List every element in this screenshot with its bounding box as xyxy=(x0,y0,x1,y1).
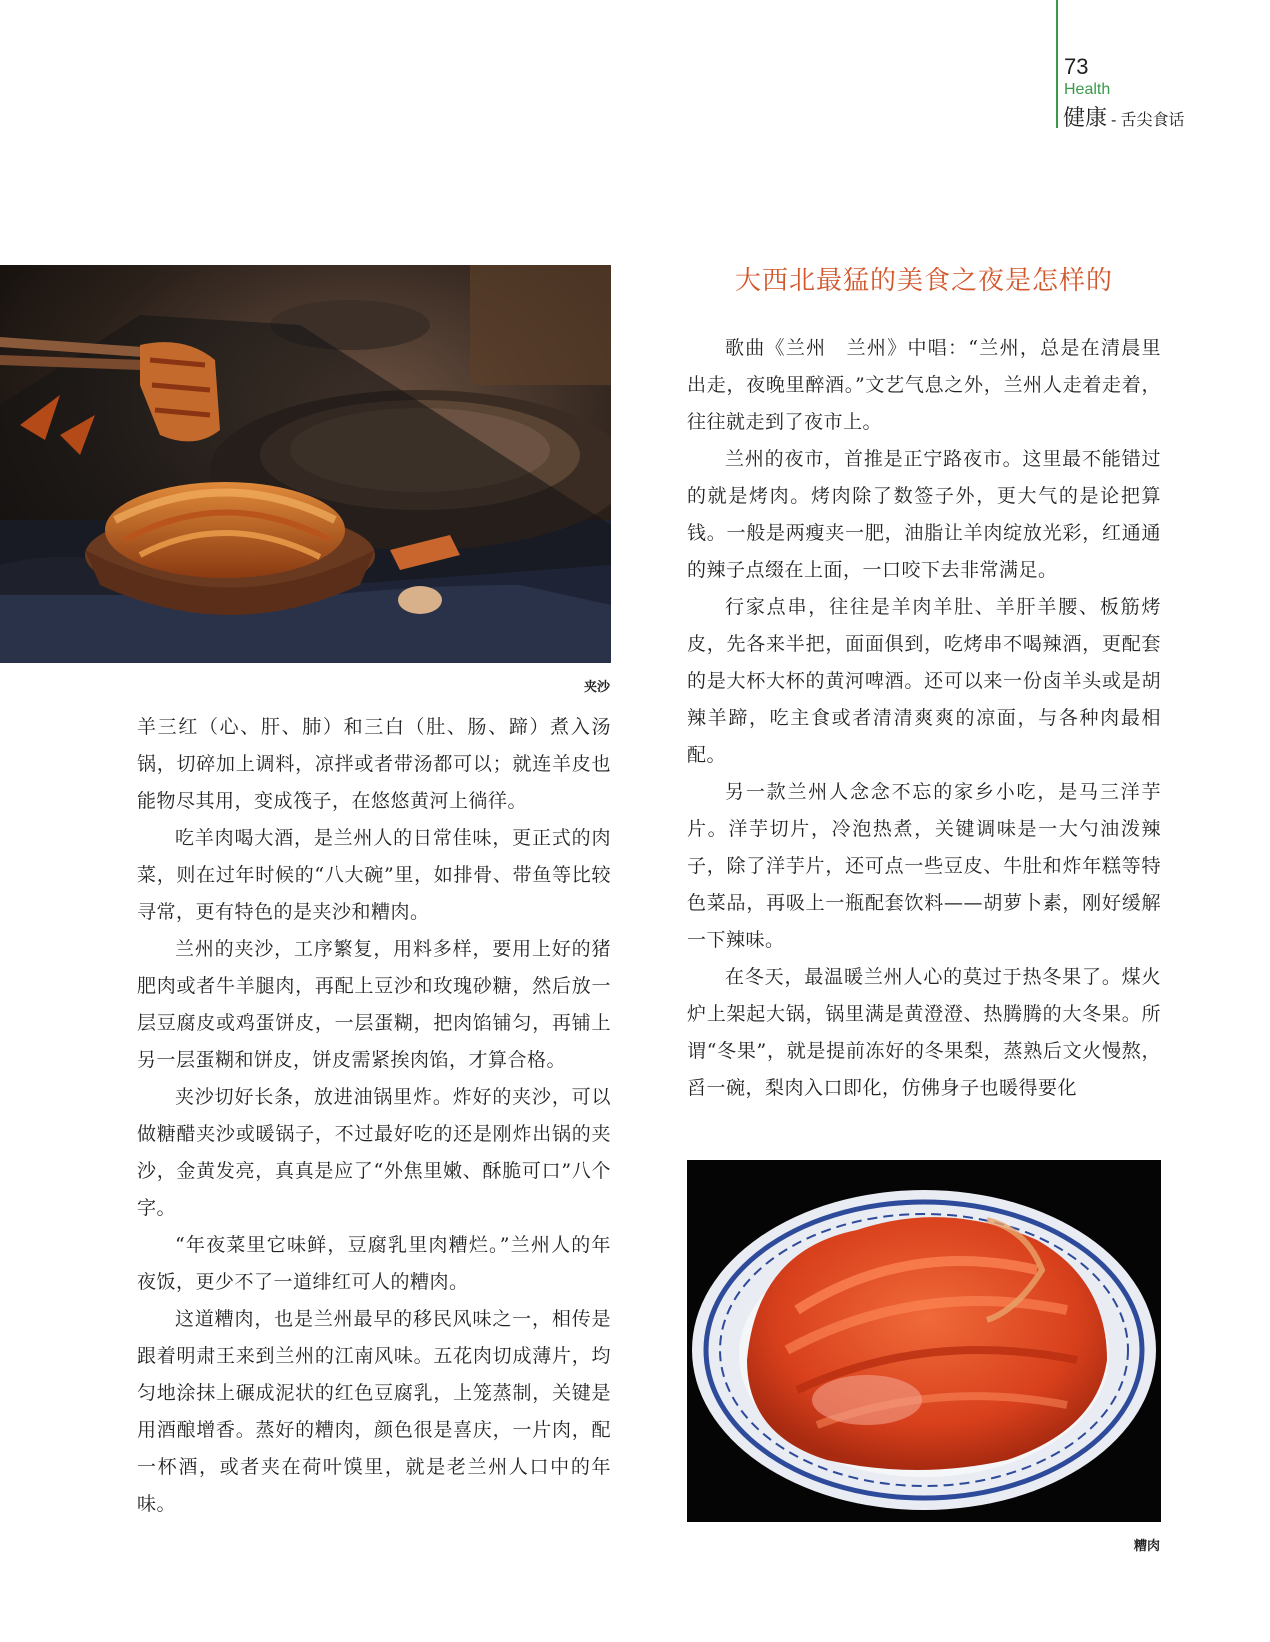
paragraph: 兰州的夜市，首推是正宁路夜市。这里最不能错过的就是烤肉。烤肉除了数签子外，更大气的是论把算钱。一般是两瘦夹一肥，油脂让羊肉绽放光彩，红通通的辣子点缀在上面，一口咬下去非常满足。 xyxy=(687,448,1161,581)
paragraph: 另一款兰州人念念不忘的家乡小吃，是马三洋芋片。洋芋切片，冷泡热煮，关键调味是一大勺油泼辣子，除了洋芋片，还可点一些豆皮、牛肚和炸年糕等特色菜品，再吸上一瓶配套饮料——胡萝卜素，刚好缓解一下辣味。 xyxy=(687,781,1161,951)
section-label-cn: 健康 xyxy=(1063,106,1108,131)
section-separator: - xyxy=(1111,111,1117,129)
paragraph: 歌曲《兰州 兰州》中唱：“兰州，总是在清晨里出走，夜晚里醉酒。”文艺气息之外，兰州人走着走着，往往就走到了夜市上。 xyxy=(687,337,1161,433)
subsection-label: 舌尖食话 xyxy=(1120,110,1185,129)
paragraph: 羊三红（心、肝、肺）和三白（肚、肠、蹄）煮入汤锅，切碎加上调料，凉拌或者带汤都可以；就连羊皮也能物尽其用，变成筏子，在悠悠黄河上徜徉。 xyxy=(137,716,611,812)
photo-zaorou xyxy=(687,1160,1161,1522)
photo-jiasha xyxy=(0,265,611,663)
paragraph: 在冬天，最温暖兰州人心的莫过于热冬果了。煤火炉上架起大锅，锅里满是黄澄澄、热腾腾的大冬果。所谓“冬果”，就是提前冻好的冬果梨，蒸熟后文火慢熬，舀一碗，梨肉入口即化，仿佛身子也暖得要化 xyxy=(687,966,1161,1099)
section-label-en: Health xyxy=(1064,81,1111,98)
article-title: 大西北最猛的美食之夜是怎样的 xyxy=(734,266,1113,296)
paragraph: “年夜菜里它味鲜，豆腐乳里肉糟烂。”兰州人的年夜饭，更少不了一道绯红可人的糟肉。 xyxy=(137,1234,611,1293)
paragraph: 夹沙切好长条，放进油锅里炸。炸好的夹沙，可以做糖醋夹沙或暖锅子，不过最好吃的还是刚炸出锅的夹沙，金黄发亮，真真是应了“外焦里嫩、酥脆可口”八个字。 xyxy=(137,1086,611,1219)
caption-zaorou: 糟肉 xyxy=(1134,1539,1161,1554)
paragraph: 兰州的夹沙，工序繁复，用料多样，要用上好的猪肥肉或者牛羊腿肉，再配上豆沙和玫瑰砂糖，然后放一层豆腐皮或鸡蛋饼皮，一层蛋糊，把肉馅铺匀，再铺上另一层蛋糊和饼皮，饼皮需紧挨肉馅，才算合格。 xyxy=(137,938,611,1071)
header-divider xyxy=(1056,0,1058,128)
page-number: 73 xyxy=(1064,54,1089,79)
paragraph: 吃羊肉喝大酒，是兰州人的日常佳味，更正式的肉菜，则在过年时候的“八大碗”里，如排骨、带鱼等比较寻常，更有特色的是夹沙和糟肉。 xyxy=(137,827,611,923)
section-label xyxy=(1063,101,1184,132)
caption-jiasha: 夹沙 xyxy=(584,680,611,695)
right-column xyxy=(687,330,1161,1107)
left-column xyxy=(137,709,611,1523)
paragraph: 这道糟肉，也是兰州最早的移民风味之一，相传是跟着明肃王来到兰州的江南风味。五花肉切成薄片，均匀地涂抹上碾成泥状的红色豆腐乳，上笼蒸制，关键是用酒酿增香。蒸好的糟肉，颜色很是喜庆，一片肉，配一杯酒，或者夹在荷叶馍里，就是老兰州人口中的年味。 xyxy=(137,1308,611,1515)
paragraph: 行家点串，往往是羊肉羊肚、羊肝羊腰、板筋烤皮，先各来半把，面面俱到，吃烤串不喝辣酒，更配套的是大杯大杯的黄河啤酒。还可以来一份卤羊头或是胡辣羊蹄，吃主食或者清清爽爽的凉面，与各种肉最相配。 xyxy=(687,596,1161,766)
